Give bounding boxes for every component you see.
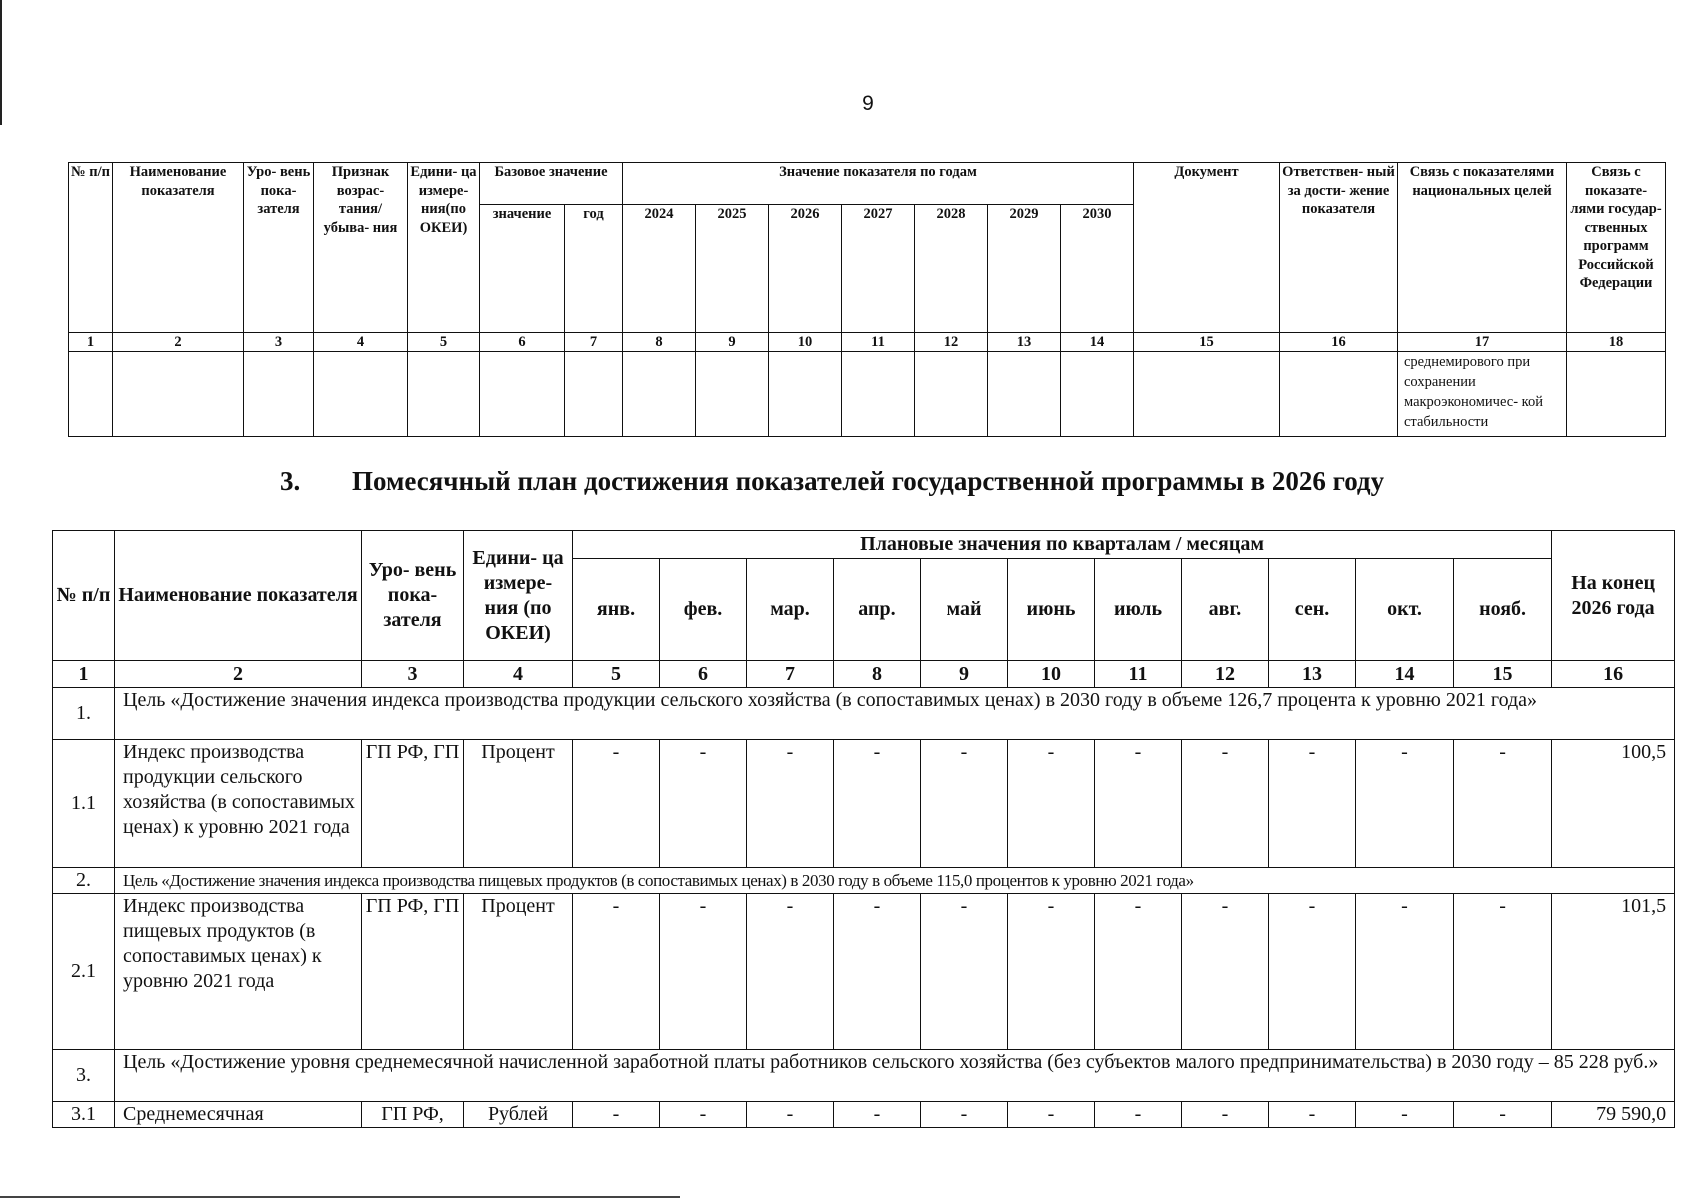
indicator-row-2-1 — [53, 894, 1675, 1050]
page-number: 9 — [862, 92, 874, 115]
column-number: 2 — [115, 661, 362, 688]
end-of-year-value: 100,5 — [1552, 740, 1675, 868]
indicator-unit: Рублей — [464, 1102, 573, 1128]
goal-row-3 — [53, 1050, 1675, 1102]
table-cell — [769, 352, 842, 437]
month-value: - — [1182, 1102, 1269, 1128]
t1-header-year: 2024 — [623, 205, 696, 333]
t2-header-month: июнь — [1008, 559, 1095, 661]
month-value: - — [1008, 740, 1095, 868]
column-number: 11 — [1095, 661, 1182, 688]
scan-edge-line — [0, 0, 2, 125]
month-value: - — [1008, 1102, 1095, 1128]
month-value: - — [1095, 894, 1182, 1050]
t2-header-unit: Едини- ца измере- ния (по ОКЕИ) — [464, 531, 573, 661]
column-number: 4 — [464, 661, 573, 688]
t1-header-responsible: Ответствен- ный за дости- жение показателя — [1280, 163, 1398, 333]
indicator-level: ГП РФ, — [362, 1102, 464, 1128]
t2-header-end: На конец 2026 года — [1552, 531, 1675, 661]
month-value: - — [921, 1102, 1008, 1128]
end-of-year-value: 79 590,0 — [1552, 1102, 1675, 1128]
t2-header-num: № п/п — [53, 531, 115, 661]
t2-header-month: окт. — [1356, 559, 1454, 661]
column-number: 9 — [921, 661, 1008, 688]
month-value: - — [747, 894, 834, 1050]
table-cell — [988, 352, 1061, 437]
goal-row-2 — [53, 868, 1675, 894]
indicator-number: 3.1 — [53, 1102, 115, 1128]
month-value: - — [573, 1102, 660, 1128]
month-value: - — [834, 1102, 921, 1128]
column-number: 8 — [623, 333, 696, 352]
column-number: 5 — [573, 661, 660, 688]
column-number: 14 — [1356, 661, 1454, 688]
t1-header-document: Документ — [1134, 163, 1280, 333]
column-number: 8 — [834, 661, 921, 688]
t1-continuation-row — [69, 352, 1666, 437]
t1-header-year: 2030 — [1061, 205, 1134, 333]
indicator-number: 2.1 — [53, 894, 115, 1050]
column-number: 9 — [696, 333, 769, 352]
t1-header-trend: Признак возрас- тания/ убыва- ния — [314, 163, 408, 333]
column-number: 14 — [1061, 333, 1134, 352]
indicator-row-1-1 — [53, 740, 1675, 868]
goal-text: Цель «Достижение уровня среднемесячной начисленной заработной платы работников сельского хозяйства (без субъектов малого предпринимательства) в 2030 году – 85 228 руб.» — [115, 1050, 1675, 1102]
t1-header-year: 2027 — [842, 205, 915, 333]
column-number: 2 — [113, 333, 244, 352]
column-number: 7 — [747, 661, 834, 688]
indicator-level: ГП РФ, ГП — [362, 894, 464, 1050]
t2-column-numbers-row — [53, 661, 1675, 688]
table-cell — [408, 352, 480, 437]
month-value: - — [1356, 1102, 1454, 1128]
t1-header-base-value: значение — [480, 205, 565, 333]
column-number: 3 — [244, 333, 314, 352]
month-value: - — [1356, 740, 1454, 868]
t1-header-year: 2025 — [696, 205, 769, 333]
month-value: - — [573, 894, 660, 1050]
t1-header-year: 2028 — [915, 205, 988, 333]
t1-header-unit: Едини- ца измере- ния(по ОКЕИ) — [408, 163, 480, 333]
column-number: 18 — [1567, 333, 1666, 352]
end-of-year-value: 101,5 — [1552, 894, 1675, 1050]
goal-text: Цель «Достижение значения индекса производства пищевых продуктов (в сопоставимых ценах) в 2030 году в объеме 115,0 процентов к уровню 2021 года» — [115, 868, 1675, 894]
indicator-name: Среднемесячная — [115, 1102, 362, 1128]
month-value: - — [1454, 1102, 1552, 1128]
month-value: - — [747, 740, 834, 868]
t1-header-year: 2029 — [988, 205, 1061, 333]
month-value: - — [834, 740, 921, 868]
month-value: - — [921, 894, 1008, 1050]
column-number: 6 — [480, 333, 565, 352]
indicator-name: Индекс производства пищевых продуктов (в сопоставимых ценах) к уровню 2021 года — [115, 894, 362, 1050]
column-number: 1 — [69, 333, 113, 352]
table-cell — [480, 352, 565, 437]
month-value: - — [1182, 894, 1269, 1050]
column-number: 16 — [1552, 661, 1675, 688]
table-cell — [623, 352, 696, 437]
table-cell — [1061, 352, 1134, 437]
month-value: - — [921, 740, 1008, 868]
t1-header-years-group: Значение показателя по годам — [623, 163, 1134, 205]
monthly-plan-table — [52, 530, 1675, 1128]
table-cell — [1567, 352, 1666, 437]
month-value: - — [1095, 740, 1182, 868]
indicator-unit: Процент — [464, 740, 573, 868]
month-value: - — [1356, 894, 1454, 1050]
column-number: 5 — [408, 333, 480, 352]
t2-header-month: янв. — [573, 559, 660, 661]
table-cell — [842, 352, 915, 437]
goal-row-1 — [53, 688, 1675, 740]
t2-header-name: Наименование показателя — [115, 531, 362, 661]
goal-text: Цель «Достижение значения индекса производства продукции сельского хозяйства (в сопоставимых ценах) в 2030 году в объеме 126,7 процента к уровню 2021 года» — [115, 688, 1675, 740]
t2-header-month: мар. — [747, 559, 834, 661]
table-cell — [1134, 352, 1280, 437]
t1-column-numbers-row — [69, 333, 1666, 352]
column-number: 15 — [1454, 661, 1552, 688]
table-cell — [915, 352, 988, 437]
month-value: - — [1182, 740, 1269, 868]
goal-number: 2. — [53, 868, 115, 894]
column-number: 4 — [314, 333, 408, 352]
t1-header-state-programs: Связь с показате- лями государ- ственных программ Российской Федерации — [1567, 163, 1666, 333]
column-number: 16 — [1280, 333, 1398, 352]
table-cell — [314, 352, 408, 437]
column-number: 17 — [1398, 333, 1567, 352]
column-number: 12 — [915, 333, 988, 352]
month-value: - — [660, 1102, 747, 1128]
month-value: - — [1095, 1102, 1182, 1128]
t2-header-month: апр. — [834, 559, 921, 661]
column-number: 13 — [1269, 661, 1356, 688]
month-value: - — [1008, 894, 1095, 1050]
t1-header-base-year: год — [565, 205, 623, 333]
month-value: - — [660, 894, 747, 1050]
table-cell — [69, 352, 113, 437]
t1-header-name: Наименование показателя — [113, 163, 244, 333]
t1-header-national-goals: Связь с показателями национальных целей — [1398, 163, 1567, 333]
t2-header-plan-group: Плановые значения по кварталам / месяцам — [573, 531, 1552, 559]
month-value: - — [1454, 894, 1552, 1050]
indicator-number: 1.1 — [53, 740, 115, 868]
indicator-name: Индекс производства продукции сельского хозяйства (в сопоставимых ценах) к уровню 2021 года — [115, 740, 362, 868]
t1-header-year: 2026 — [769, 205, 842, 333]
month-value: - — [1269, 740, 1356, 868]
month-value: - — [1269, 1102, 1356, 1128]
column-number: 13 — [988, 333, 1061, 352]
column-number: 12 — [1182, 661, 1269, 688]
indicator-row-3-1 — [53, 1102, 1675, 1128]
table-cell — [696, 352, 769, 437]
section-heading — [280, 466, 1480, 497]
month-value: - — [834, 894, 921, 1050]
t1-header-num: № п/п — [69, 163, 113, 333]
scan-bottom-line — [0, 1196, 680, 1198]
t2-header-month: июль — [1095, 559, 1182, 661]
column-number: 11 — [842, 333, 915, 352]
table-cell — [565, 352, 623, 437]
indicators-table-continued — [68, 162, 1666, 437]
column-number: 10 — [1008, 661, 1095, 688]
t2-header-month: май — [921, 559, 1008, 661]
t2-header-month: авг. — [1182, 559, 1269, 661]
column-number: 1 — [53, 661, 115, 688]
table-cell — [244, 352, 314, 437]
t2-header-month: нояб. — [1454, 559, 1552, 661]
table-cell — [1280, 352, 1398, 437]
month-value: - — [747, 1102, 834, 1128]
month-value: - — [573, 740, 660, 868]
column-number: 10 — [769, 333, 842, 352]
national-goals-continuation-text: среднемирового при сохранении макроэкономичес- кой стабильности — [1398, 352, 1567, 437]
t2-header-level: Уро- вень пока- зателя — [362, 531, 464, 661]
column-number: 7 — [565, 333, 623, 352]
section-title: Помесячный план достижения показателей государственной программы в 2026 году — [352, 466, 1385, 496]
goal-number: 1. — [53, 688, 115, 740]
section-number: 3. — [280, 466, 301, 496]
month-value: - — [1269, 894, 1356, 1050]
column-number: 6 — [660, 661, 747, 688]
indicator-unit: Процент — [464, 894, 573, 1050]
column-number: 3 — [362, 661, 464, 688]
table-cell — [113, 352, 244, 437]
t2-header-month: фев. — [660, 559, 747, 661]
t1-header-level: Уро- вень пока- зателя — [244, 163, 314, 333]
month-value: - — [1454, 740, 1552, 868]
column-number: 15 — [1134, 333, 1280, 352]
t2-header-month: сен. — [1269, 559, 1356, 661]
t1-header-base: Базовое значение — [480, 163, 623, 205]
indicator-level: ГП РФ, ГП — [362, 740, 464, 868]
goal-number: 3. — [53, 1050, 115, 1102]
month-value: - — [660, 740, 747, 868]
